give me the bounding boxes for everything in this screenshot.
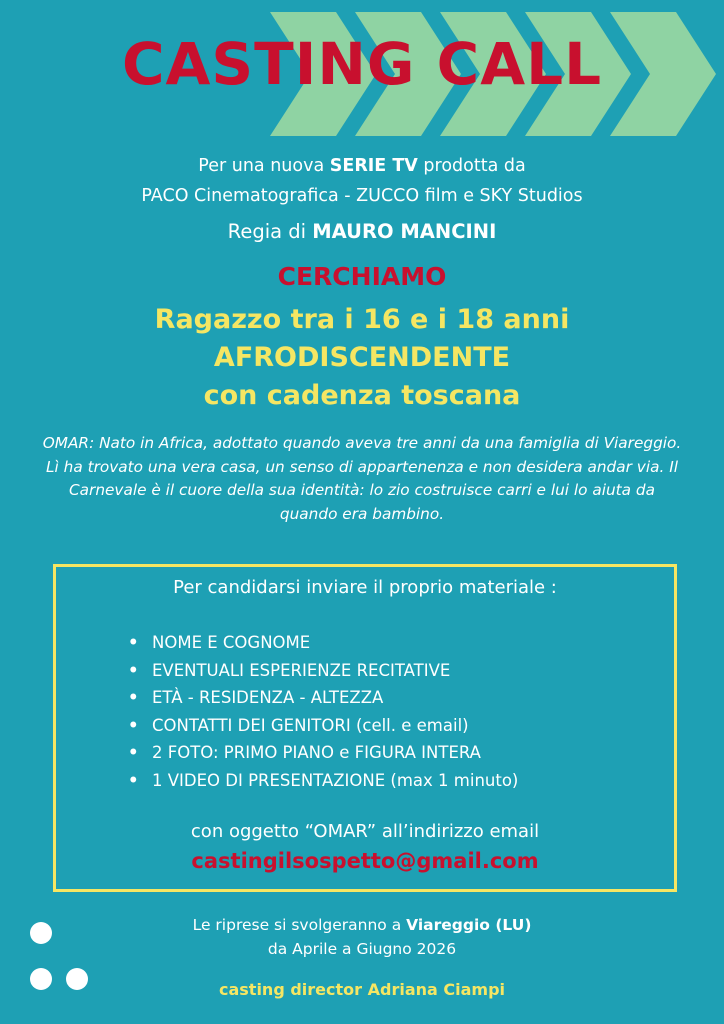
bullet-icon: •: [128, 688, 139, 707]
location-name: Viareggio (LU): [406, 916, 532, 934]
search-age: Ragazzo tra i 16 e i 18 anni: [154, 304, 570, 335]
intro-director: Regia di MAURO MANCINI: [227, 220, 497, 243]
application-box: [53, 564, 677, 892]
bullet-icon: •: [128, 770, 139, 790]
intro-line-1: Per una nuova SERIE TV prodotta da: [198, 156, 526, 176]
page-title: CASTING CALL: [121, 30, 603, 98]
email-subject-line: con oggetto “OMAR” all’indirizzo email: [190, 821, 540, 842]
intro-producers: PACO Cinematografica - ZUCCO film e SKY Studios: [141, 186, 583, 206]
bullet-icon: •: [128, 715, 139, 735]
search-heading: CERCHIAMO: [277, 262, 447, 291]
bullet-icon: •: [128, 633, 139, 652]
list-item: • CONTATTI DEI GENITORI (cell. e email): [128, 712, 518, 740]
list-item: • EVENTUALI ESPERIENZE RECITATIVE: [128, 657, 518, 685]
shooting-dates: da Aprile a Giugno 2026: [267, 940, 457, 958]
bullet-icon: •: [128, 660, 139, 680]
list-item: • 1 VIDEO DI PRESENTAZIONE (max 1 minuto): [128, 767, 518, 795]
bullet-icon: •: [128, 743, 139, 762]
decorative-dot: [66, 968, 88, 990]
character-description: OMAR: Nato in Africa, adottato quando aveva tre anni da una famiglia di Viareggio. Lì ha trovato una vera casa, un senso di appartenenza e non desidera andar via. Il Carnevale è il cuore della sua identità: lo zio costruisce carri e lui lo aiuta da quando era bambino.: [42, 434, 682, 523]
requirements-list: [128, 629, 518, 794]
list-item: • NOME E COGNOME: [128, 629, 518, 657]
search-accent: con cadenza toscana: [203, 380, 521, 411]
director-name: MAURO MANCINI: [312, 220, 497, 243]
decorative-dot: [30, 968, 52, 990]
shooting-location: Le riprese si svolgeranno a Viareggio (LU): [192, 916, 532, 934]
decorative-dot: [30, 922, 52, 944]
list-item: • ETÀ - RESIDENZA - ALTEZZA: [128, 684, 518, 712]
email-address: castingilsospetto@gmail.com: [191, 849, 539, 873]
casting-director-credit: casting director Adriana Ciampi: [218, 980, 505, 999]
application-heading: Per candidarsi inviare il proprio materiale :: [173, 577, 557, 598]
search-ethnicity: AFRODISCENDENTE: [213, 342, 511, 373]
series-type: SERIE TV: [329, 156, 418, 176]
list-item: • 2 FOTO: PRIMO PIANO e FIGURA INTERA: [128, 739, 518, 767]
